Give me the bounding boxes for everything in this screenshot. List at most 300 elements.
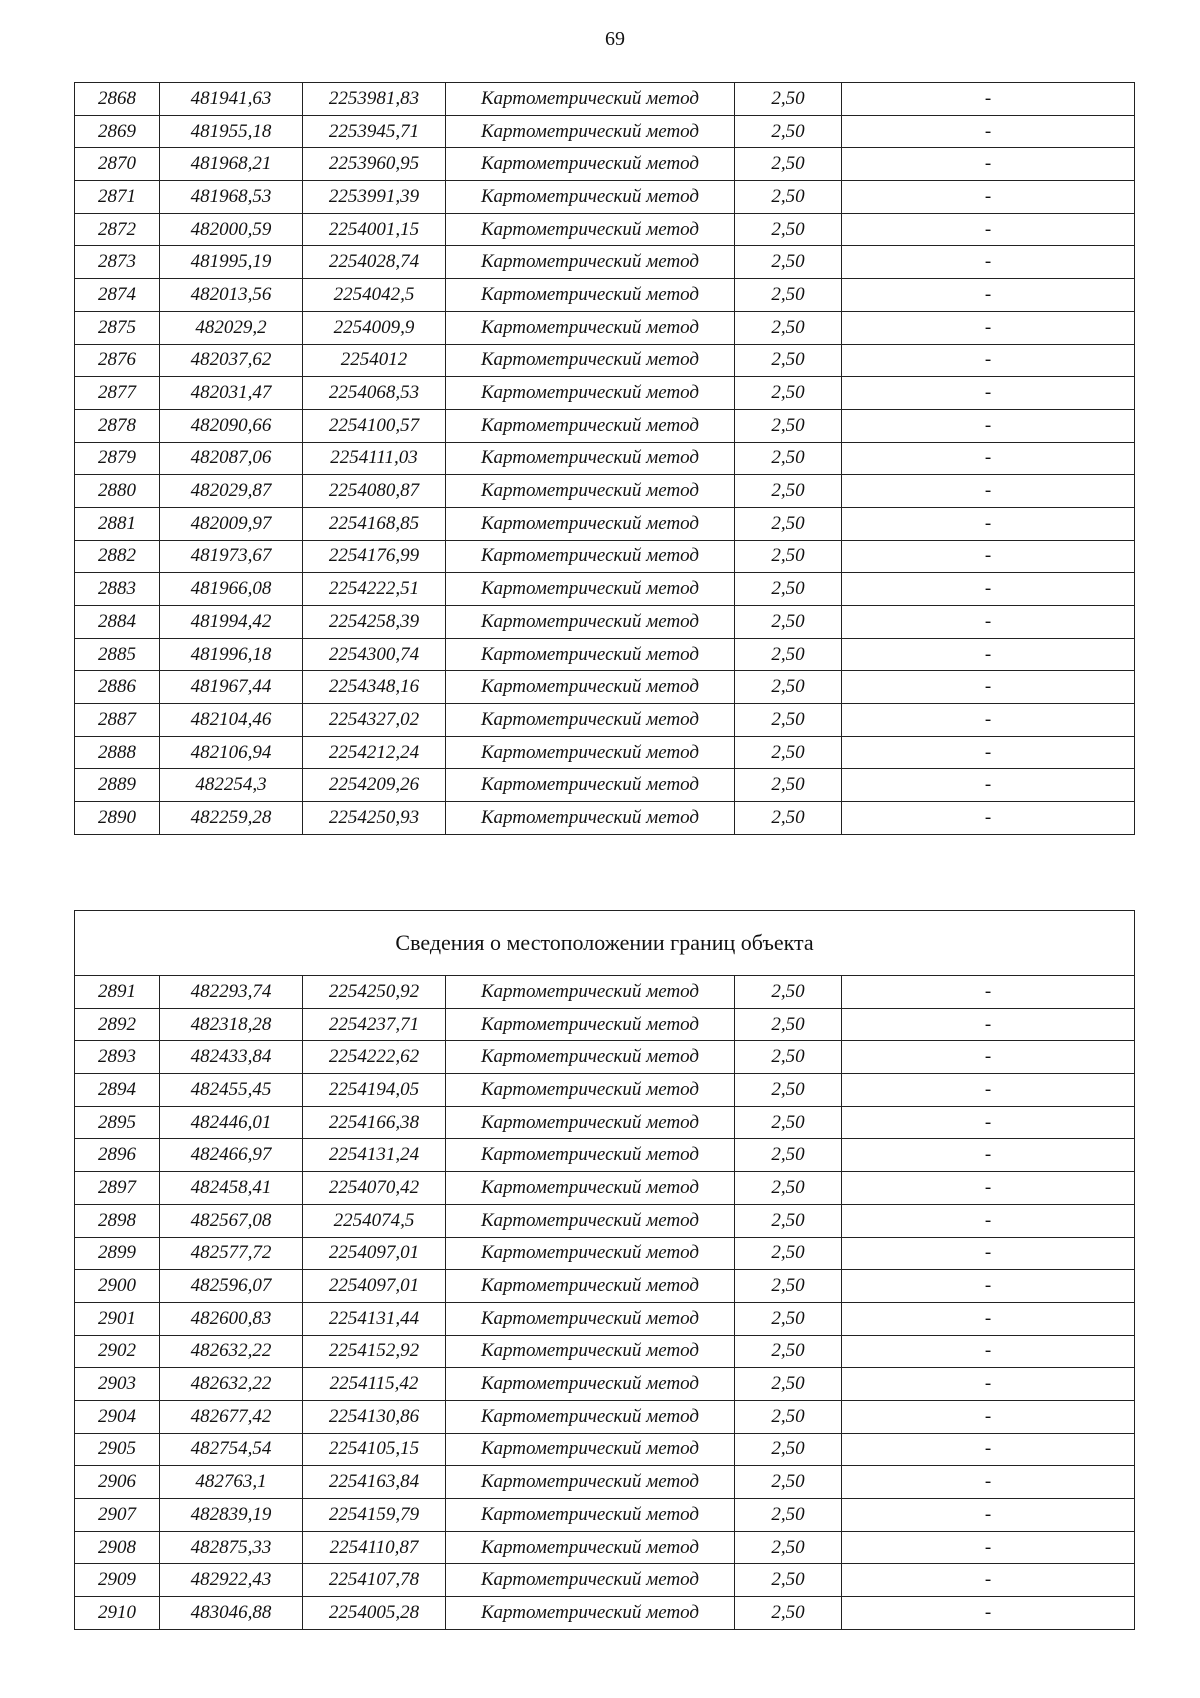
method-cell: Картометрический метод [446,606,735,639]
note-cell: - [842,638,1135,671]
table-row [75,606,1135,639]
accuracy-cell: 2,50 [735,1466,842,1499]
table-row [75,671,1135,704]
note-cell: - [842,148,1135,181]
note-cell: - [842,83,1135,116]
point-number-cell: 2873 [75,246,160,279]
accuracy-cell: 2,50 [735,442,842,475]
method-cell: Картометрический метод [446,1433,735,1466]
y-coordinate-cell: 2254028,74 [303,246,446,279]
note-cell: - [842,1074,1135,1107]
point-number-cell: 2894 [75,1074,160,1107]
x-coordinate-cell: 482596,07 [160,1270,303,1303]
accuracy-cell: 2,50 [735,540,842,573]
point-number-cell: 2909 [75,1564,160,1597]
method-cell: Картометрический метод [446,409,735,442]
point-number-cell: 2895 [75,1106,160,1139]
accuracy-cell: 2,50 [735,1597,842,1630]
x-coordinate-cell: 482922,43 [160,1564,303,1597]
table-row [75,802,1135,835]
x-coordinate-cell: 482632,22 [160,1368,303,1401]
method-cell: Картометрический метод [446,1531,735,1564]
x-coordinate-cell: 482455,45 [160,1074,303,1107]
coordinates-table-1-body [75,83,1135,835]
note-cell: - [842,181,1135,214]
point-number-cell: 2903 [75,1368,160,1401]
accuracy-cell: 2,50 [735,246,842,279]
point-number-cell: 2908 [75,1531,160,1564]
x-coordinate-cell: 482763,1 [160,1466,303,1499]
note-cell: - [842,442,1135,475]
note-cell: - [842,1270,1135,1303]
y-coordinate-cell: 2254327,02 [303,704,446,737]
accuracy-cell: 2,50 [735,409,842,442]
table-row [75,540,1135,573]
accuracy-cell: 2,50 [735,638,842,671]
y-coordinate-cell: 2254042,5 [303,279,446,312]
table-row [75,377,1135,410]
table-row [75,148,1135,181]
table-row [75,1335,1135,1368]
page-number: 69 [605,28,625,50]
note-cell: - [842,1400,1135,1433]
y-coordinate-cell: 2254222,62 [303,1041,446,1074]
accuracy-cell: 2,50 [735,671,842,704]
x-coordinate-cell: 481955,18 [160,115,303,148]
point-number-cell: 2883 [75,573,160,606]
note-cell: - [842,606,1135,639]
method-cell: Картометрический метод [446,246,735,279]
point-number-cell: 2897 [75,1172,160,1205]
x-coordinate-cell: 482029,87 [160,475,303,508]
y-coordinate-cell: 2253960,95 [303,148,446,181]
x-coordinate-cell: 481968,53 [160,181,303,214]
accuracy-cell: 2,50 [735,279,842,312]
x-coordinate-cell: 482754,54 [160,1433,303,1466]
table-row [75,1597,1135,1630]
note-cell: - [842,1041,1135,1074]
method-cell: Картометрический метод [446,573,735,606]
x-coordinate-cell: 481973,67 [160,540,303,573]
x-coordinate-cell: 482600,83 [160,1302,303,1335]
accuracy-cell: 2,50 [735,1368,842,1401]
point-number-cell: 2876 [75,344,160,377]
method-cell: Картометрический метод [446,1008,735,1041]
table-row [75,1531,1135,1564]
point-number-cell: 2896 [75,1139,160,1172]
y-coordinate-cell: 2254110,87 [303,1531,446,1564]
y-coordinate-cell: 2254168,85 [303,507,446,540]
method-cell: Картометрический метод [446,638,735,671]
note-cell: - [842,1433,1135,1466]
y-coordinate-cell: 2254237,71 [303,1008,446,1041]
table-row [75,1041,1135,1074]
note-cell: - [842,1302,1135,1335]
point-number-cell: 2893 [75,1041,160,1074]
point-number-cell: 2885 [75,638,160,671]
accuracy-cell: 2,50 [735,1074,842,1107]
y-coordinate-cell: 2254130,86 [303,1400,446,1433]
note-cell: - [842,1597,1135,1630]
accuracy-cell: 2,50 [735,736,842,769]
method-cell: Картометрический метод [446,704,735,737]
x-coordinate-cell: 482029,2 [160,311,303,344]
y-coordinate-cell: 2254001,15 [303,213,446,246]
point-number-cell: 2904 [75,1400,160,1433]
note-cell: - [842,802,1135,835]
note-cell: - [842,573,1135,606]
method-cell: Картометрический метод [446,1172,735,1205]
accuracy-cell: 2,50 [735,1433,842,1466]
note-cell: - [842,115,1135,148]
method-cell: Картометрический метод [446,1400,735,1433]
y-coordinate-cell: 2254222,51 [303,573,446,606]
y-coordinate-cell: 2254163,84 [303,1466,446,1499]
point-number-cell: 2902 [75,1335,160,1368]
method-cell: Картометрический метод [446,213,735,246]
method-cell: Картометрический метод [446,442,735,475]
accuracy-cell: 2,50 [735,1008,842,1041]
y-coordinate-cell: 2254194,05 [303,1074,446,1107]
accuracy-cell: 2,50 [735,213,842,246]
method-cell: Картометрический метод [446,83,735,116]
y-coordinate-cell: 2254074,5 [303,1204,446,1237]
point-number-cell: 2875 [75,311,160,344]
table-row [75,409,1135,442]
x-coordinate-cell: 482875,33 [160,1531,303,1564]
method-cell: Картометрический метод [446,540,735,573]
table-row [75,475,1135,508]
point-number-cell: 2868 [75,83,160,116]
note-cell: - [842,377,1135,410]
y-coordinate-cell: 2253981,83 [303,83,446,116]
table-row [75,115,1135,148]
accuracy-cell: 2,50 [735,181,842,214]
point-number-cell: 2886 [75,671,160,704]
x-coordinate-cell: 482318,28 [160,1008,303,1041]
y-coordinate-cell: 2254080,87 [303,475,446,508]
method-cell: Картометрический метод [446,1106,735,1139]
accuracy-cell: 2,50 [735,344,842,377]
note-cell: - [842,976,1135,1009]
note-cell: - [842,704,1135,737]
y-coordinate-cell: 2254258,39 [303,606,446,639]
method-cell: Картометрический метод [446,1302,735,1335]
table-row [75,1564,1135,1597]
point-number-cell: 2881 [75,507,160,540]
table-caption: Сведения о местоположении границ объекта [75,911,1135,976]
table-row [75,1499,1135,1532]
y-coordinate-cell: 2254300,74 [303,638,446,671]
method-cell: Картометрический метод [446,1237,735,1270]
table-row [75,279,1135,312]
table-row [75,704,1135,737]
note-cell: - [842,344,1135,377]
point-number-cell: 2890 [75,802,160,835]
table-caption-row [75,911,1135,976]
table-row [75,1433,1135,1466]
point-number-cell: 2898 [75,1204,160,1237]
method-cell: Картометрический метод [446,507,735,540]
method-cell: Картометрический метод [446,1074,735,1107]
y-coordinate-cell: 2254250,92 [303,976,446,1009]
table-row [75,1466,1135,1499]
table-row [75,736,1135,769]
x-coordinate-cell: 481968,21 [160,148,303,181]
table-row [75,1074,1135,1107]
note-cell: - [842,1106,1135,1139]
method-cell: Картометрический метод [446,311,735,344]
accuracy-cell: 2,50 [735,475,842,508]
y-coordinate-cell: 2254166,38 [303,1106,446,1139]
table-row [75,638,1135,671]
x-coordinate-cell: 482466,97 [160,1139,303,1172]
coordinates-table-2-body [75,911,1135,1630]
note-cell: - [842,1335,1135,1368]
accuracy-cell: 2,50 [735,1172,842,1205]
table-row [75,976,1135,1009]
accuracy-cell: 2,50 [735,311,842,344]
point-number-cell: 2888 [75,736,160,769]
method-cell: Картометрический метод [446,148,735,181]
note-cell: - [842,1466,1135,1499]
x-coordinate-cell: 482087,06 [160,442,303,475]
table-row [75,311,1135,344]
point-number-cell: 2906 [75,1466,160,1499]
accuracy-cell: 2,50 [735,1400,842,1433]
coordinates-table-1 [74,82,1135,835]
table-row [75,1172,1135,1205]
y-coordinate-cell: 2254012 [303,344,446,377]
accuracy-cell: 2,50 [735,802,842,835]
table-row [75,1368,1135,1401]
x-coordinate-cell: 482577,72 [160,1237,303,1270]
accuracy-cell: 2,50 [735,1531,842,1564]
point-number-cell: 2874 [75,279,160,312]
method-cell: Картометрический метод [446,1139,735,1172]
x-coordinate-cell: 481966,08 [160,573,303,606]
point-number-cell: 2871 [75,181,160,214]
x-coordinate-cell: 482000,59 [160,213,303,246]
y-coordinate-cell: 2254176,99 [303,540,446,573]
x-coordinate-cell: 482839,19 [160,1499,303,1532]
accuracy-cell: 2,50 [735,1302,842,1335]
x-coordinate-cell: 482446,01 [160,1106,303,1139]
table-row [75,1237,1135,1270]
method-cell: Картометрический метод [446,802,735,835]
accuracy-cell: 2,50 [735,606,842,639]
x-coordinate-cell: 482009,97 [160,507,303,540]
accuracy-cell: 2,50 [735,1564,842,1597]
x-coordinate-cell: 482106,94 [160,736,303,769]
x-coordinate-cell: 481996,18 [160,638,303,671]
accuracy-cell: 2,50 [735,1204,842,1237]
method-cell: Картометрический метод [446,344,735,377]
y-coordinate-cell: 2254105,15 [303,1433,446,1466]
accuracy-cell: 2,50 [735,704,842,737]
method-cell: Картометрический метод [446,1335,735,1368]
table-row [75,1139,1135,1172]
method-cell: Картометрический метод [446,736,735,769]
y-coordinate-cell: 2254097,01 [303,1270,446,1303]
point-number-cell: 2900 [75,1270,160,1303]
x-coordinate-cell: 481941,63 [160,83,303,116]
table-row [75,246,1135,279]
accuracy-cell: 2,50 [735,507,842,540]
method-cell: Картометрический метод [446,769,735,802]
x-coordinate-cell: 482433,84 [160,1041,303,1074]
y-coordinate-cell: 2254111,03 [303,442,446,475]
note-cell: - [842,1172,1135,1205]
method-cell: Картометрический метод [446,115,735,148]
method-cell: Картометрический метод [446,1466,735,1499]
accuracy-cell: 2,50 [735,83,842,116]
x-coordinate-cell: 482254,3 [160,769,303,802]
y-coordinate-cell: 2254097,01 [303,1237,446,1270]
table-row [75,769,1135,802]
accuracy-cell: 2,50 [735,769,842,802]
y-coordinate-cell: 2253945,71 [303,115,446,148]
x-coordinate-cell: 482104,46 [160,704,303,737]
method-cell: Картометрический метод [446,1270,735,1303]
note-cell: - [842,475,1135,508]
table-row [75,1302,1135,1335]
note-cell: - [842,1237,1135,1270]
point-number-cell: 2872 [75,213,160,246]
y-coordinate-cell: 2254159,79 [303,1499,446,1532]
point-number-cell: 2869 [75,115,160,148]
x-coordinate-cell: 482293,74 [160,976,303,1009]
x-coordinate-cell: 482037,62 [160,344,303,377]
y-coordinate-cell: 2254115,42 [303,1368,446,1401]
y-coordinate-cell: 2254212,24 [303,736,446,769]
point-number-cell: 2878 [75,409,160,442]
table-row [75,442,1135,475]
table-row [75,573,1135,606]
accuracy-cell: 2,50 [735,1139,842,1172]
point-number-cell: 2884 [75,606,160,639]
x-coordinate-cell: 481994,42 [160,606,303,639]
note-cell: - [842,1139,1135,1172]
y-coordinate-cell: 2254209,26 [303,769,446,802]
note-cell: - [842,540,1135,573]
x-coordinate-cell: 482090,66 [160,409,303,442]
method-cell: Картометрический метод [446,377,735,410]
point-number-cell: 2889 [75,769,160,802]
y-coordinate-cell: 2254152,92 [303,1335,446,1368]
y-coordinate-cell: 2254009,9 [303,311,446,344]
x-coordinate-cell: 482031,47 [160,377,303,410]
x-coordinate-cell: 482632,22 [160,1335,303,1368]
note-cell: - [842,311,1135,344]
accuracy-cell: 2,50 [735,377,842,410]
table-row [75,1400,1135,1433]
y-coordinate-cell: 2254070,42 [303,1172,446,1205]
point-number-cell: 2870 [75,148,160,181]
point-number-cell: 2877 [75,377,160,410]
method-cell: Картометрический метод [446,1564,735,1597]
y-coordinate-cell: 2254068,53 [303,377,446,410]
table-row [75,344,1135,377]
accuracy-cell: 2,50 [735,1041,842,1074]
note-cell: - [842,1368,1135,1401]
note-cell: - [842,409,1135,442]
note-cell: - [842,671,1135,704]
table-row [75,181,1135,214]
point-number-cell: 2901 [75,1302,160,1335]
y-coordinate-cell: 2254005,28 [303,1597,446,1630]
point-number-cell: 2910 [75,1597,160,1630]
x-coordinate-cell: 481967,44 [160,671,303,704]
table-row [75,1106,1135,1139]
note-cell: - [842,279,1135,312]
point-number-cell: 2907 [75,1499,160,1532]
point-number-cell: 2891 [75,976,160,1009]
method-cell: Картометрический метод [446,1499,735,1532]
table-row [75,83,1135,116]
method-cell: Картометрический метод [446,1597,735,1630]
point-number-cell: 2879 [75,442,160,475]
x-coordinate-cell: 482259,28 [160,802,303,835]
method-cell: Картометрический метод [446,976,735,1009]
y-coordinate-cell: 2254131,44 [303,1302,446,1335]
x-coordinate-cell: 482677,42 [160,1400,303,1433]
accuracy-cell: 2,50 [735,1270,842,1303]
method-cell: Картометрический метод [446,671,735,704]
point-number-cell: 2905 [75,1433,160,1466]
note-cell: - [842,1204,1135,1237]
point-number-cell: 2899 [75,1237,160,1270]
y-coordinate-cell: 2254107,78 [303,1564,446,1597]
point-number-cell: 2887 [75,704,160,737]
note-cell: - [842,1008,1135,1041]
table-row [75,1204,1135,1237]
point-number-cell: 2892 [75,1008,160,1041]
accuracy-cell: 2,50 [735,148,842,181]
method-cell: Картометрический метод [446,181,735,214]
method-cell: Картометрический метод [446,1204,735,1237]
note-cell: - [842,1564,1135,1597]
note-cell: - [842,507,1135,540]
y-coordinate-cell: 2254348,16 [303,671,446,704]
accuracy-cell: 2,50 [735,1335,842,1368]
coordinates-table-2 [74,910,1135,1630]
point-number-cell: 2882 [75,540,160,573]
table-row [75,213,1135,246]
note-cell: - [842,246,1135,279]
accuracy-cell: 2,50 [735,115,842,148]
note-cell: - [842,736,1135,769]
accuracy-cell: 2,50 [735,573,842,606]
note-cell: - [842,769,1135,802]
y-coordinate-cell: 2254100,57 [303,409,446,442]
y-coordinate-cell: 2253991,39 [303,181,446,214]
table-row [75,507,1135,540]
x-coordinate-cell: 482567,08 [160,1204,303,1237]
method-cell: Картометрический метод [446,1041,735,1074]
accuracy-cell: 2,50 [735,1237,842,1270]
note-cell: - [842,1531,1135,1564]
x-coordinate-cell: 482013,56 [160,279,303,312]
accuracy-cell: 2,50 [735,1106,842,1139]
note-cell: - [842,1499,1135,1532]
table-row [75,1270,1135,1303]
y-coordinate-cell: 2254131,24 [303,1139,446,1172]
point-number-cell: 2880 [75,475,160,508]
x-coordinate-cell: 483046,88 [160,1597,303,1630]
accuracy-cell: 2,50 [735,976,842,1009]
x-coordinate-cell: 482458,41 [160,1172,303,1205]
